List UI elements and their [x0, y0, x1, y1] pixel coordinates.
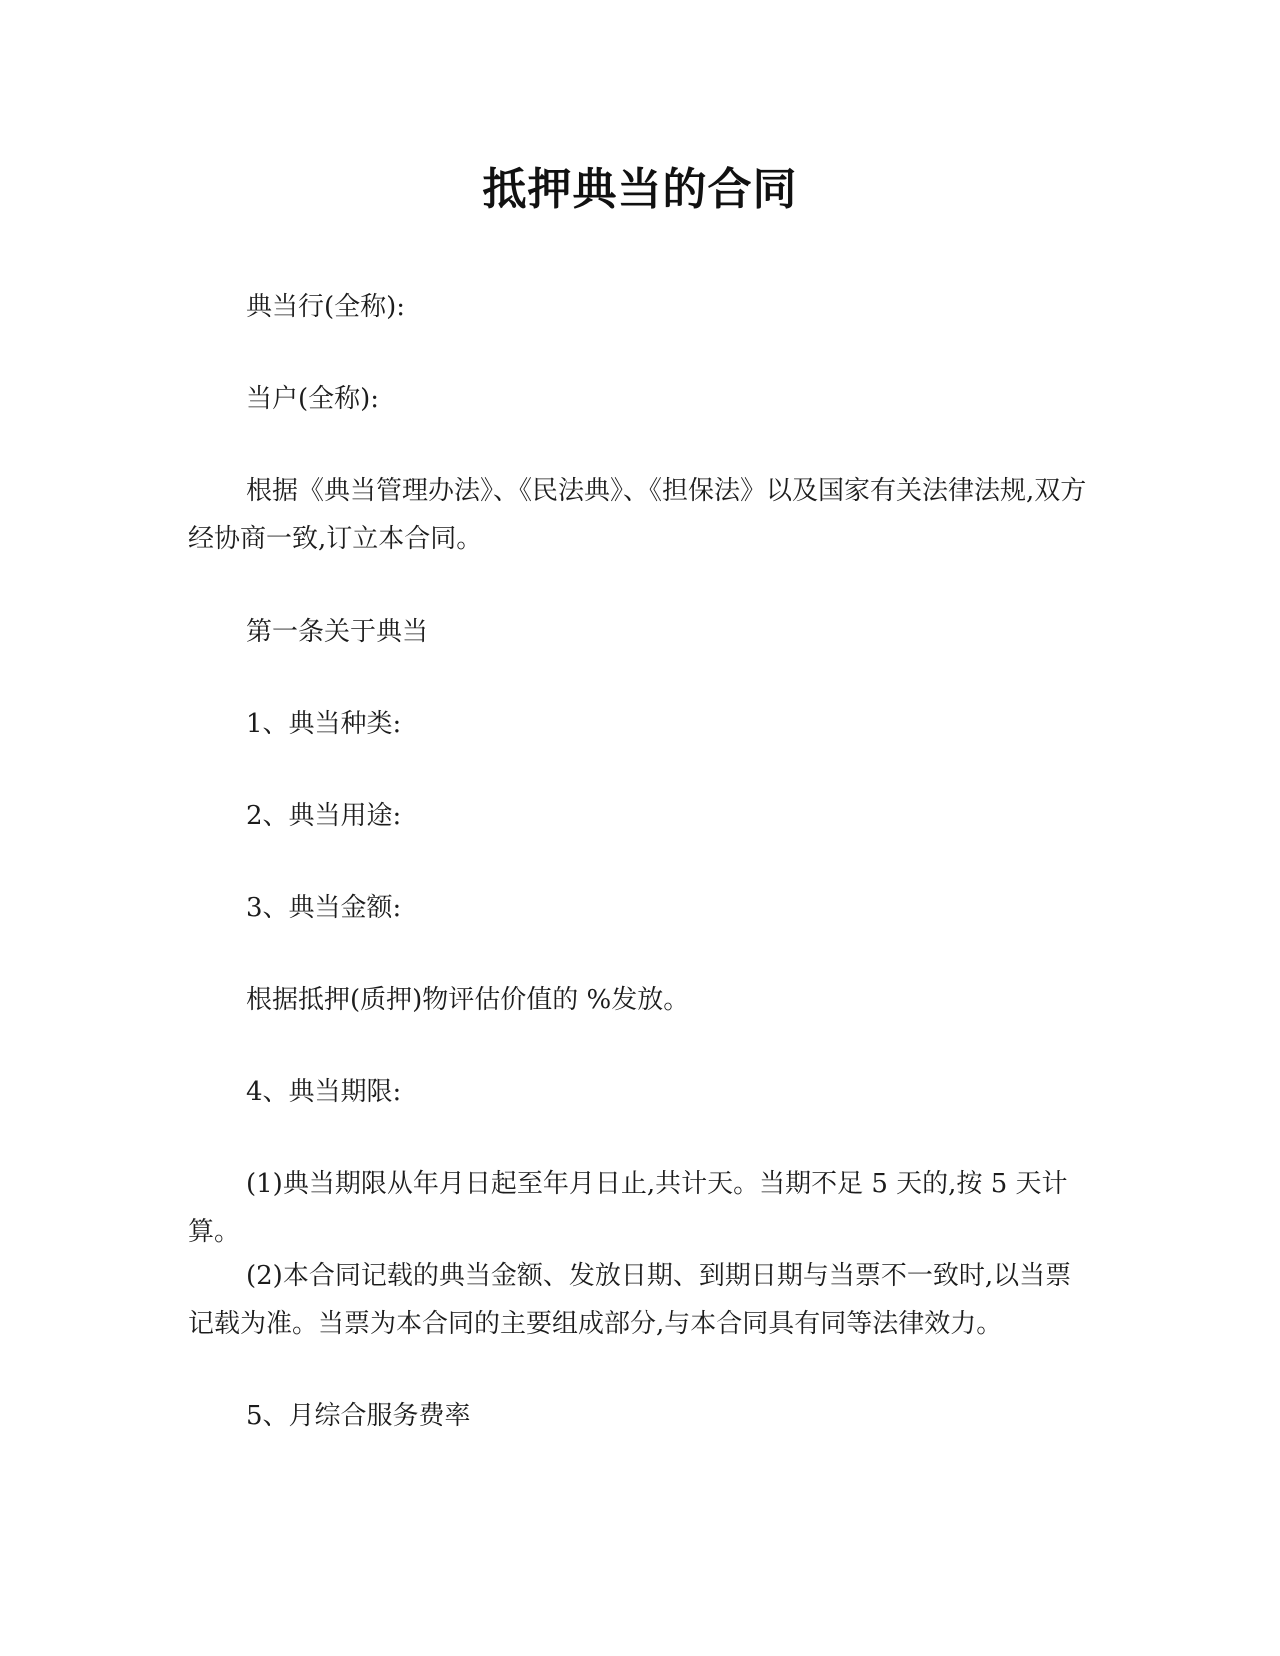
- term-item-1: (1)典当期限从年月日起至年月日止,共计天。当期不足 5 天的,按 5 天计算。: [188, 1169, 1068, 1247]
- term-item-2: (2)本合同记载的典当金额、发放日期、到期日期与当票不一致时,以当票记载为准。当票为本合同的主要组成部分,与本合同具有同等法律效力。: [188, 1261, 1072, 1339]
- document-title: 抵押典当的合同: [482, 164, 798, 215]
- customer-name-line: 当户(全称):: [246, 384, 380, 414]
- amount-ratio-line: 根据抵押(质押)物评估价值的 %发放。: [246, 985, 690, 1015]
- article-one-heading: 第一条关于典当: [246, 617, 429, 647]
- clause-pawn-amount: 3、典当金额:: [246, 893, 402, 923]
- clause-pawn-purpose: 2、典当用途:: [246, 801, 402, 831]
- pawnshop-name-line: 典当行(全称):: [246, 292, 406, 322]
- clause-pawn-type: 1、典当种类:: [246, 709, 402, 739]
- preamble-paragraph: 根据《典当管理办法》、《民法典》、《担保法》以及国家有关法律法规,双方经协商一致,订立本合同。: [188, 476, 1087, 554]
- clause-pawn-term: 4、典当期限:: [246, 1077, 402, 1107]
- clause-service-fee-rate: 5、月综合服务费率: [246, 1401, 471, 1431]
